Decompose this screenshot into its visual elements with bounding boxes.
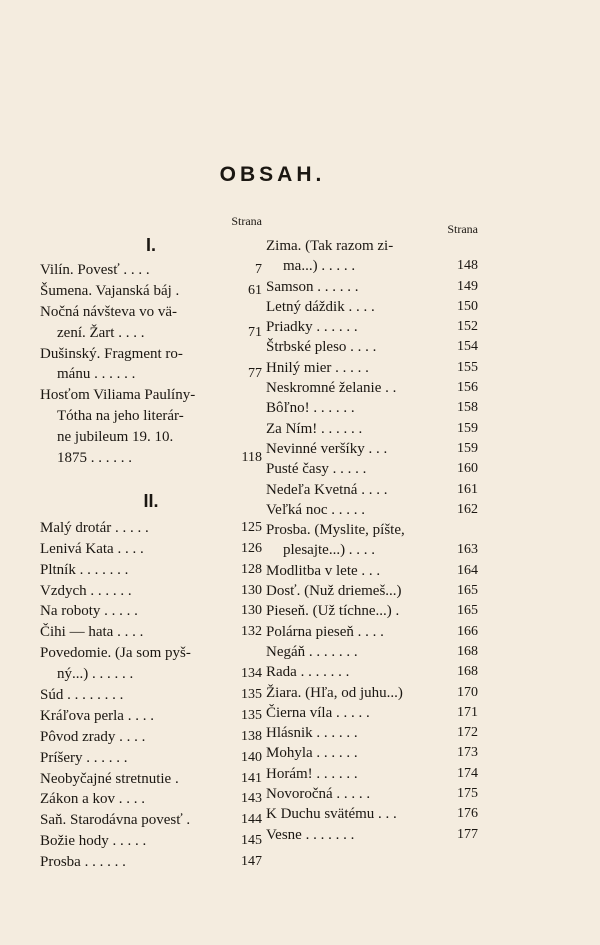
toc-entry-title: Hnilý mier . . . . . [266, 359, 369, 376]
toc-entry [40, 281, 262, 302]
toc-entry-page: 177 [457, 826, 478, 842]
toc-entry-title: Prosba . . . . . . [40, 854, 126, 871]
toc-entry-page: 175 [457, 786, 478, 802]
toc-entry [266, 337, 478, 357]
toc-entry-page: 168 [457, 664, 478, 680]
toc-entry-page: 152 [457, 319, 478, 335]
toc-entry [266, 317, 478, 337]
toc-entry [266, 703, 478, 723]
toc-entry-page: 130 [241, 582, 262, 598]
toc-entry-page: 128 [241, 561, 262, 577]
toc-entry [40, 789, 262, 810]
toc-entry-page: 130 [241, 603, 262, 619]
toc-entry [266, 784, 478, 804]
toc-entry [40, 727, 262, 748]
toc-entry-page: 140 [241, 749, 262, 765]
toc-entry-title: Pieseň. (Už tíchne...) . [266, 603, 400, 620]
toc-entry [40, 810, 262, 831]
toc-entry [266, 520, 478, 540]
toc-entry-title: Čihi — hata . . . . [40, 624, 144, 641]
toc-entry [266, 358, 478, 378]
toc-entry-title: Nevinné veršíky . . . [266, 440, 388, 457]
toc-entry [266, 398, 478, 418]
toc-entry-title: ne jubileum 19. 10. [57, 429, 174, 446]
toc-entry-page: 132 [241, 624, 262, 640]
toc-entry [40, 643, 262, 664]
toc-entry-page: 163 [457, 542, 478, 558]
toc-entry-page: 148 [457, 258, 478, 274]
toc-entry [40, 385, 262, 406]
toc-entry-title: Modlitba v lete . . . [266, 562, 381, 579]
toc-entry-title: Nedeľa Kvetná . . . . [266, 481, 388, 498]
toc-entry-title: Polárna pieseň . . . . [266, 623, 384, 640]
toc-entry [266, 601, 478, 621]
toc-entry [40, 831, 262, 852]
toc-entry-page: 171 [457, 704, 478, 720]
toc-entry-page: 165 [457, 603, 478, 619]
toc-entry-title: Rada . . . . . . . [266, 664, 350, 681]
toc-entry-title: ma...) . . . . . [283, 258, 356, 275]
toc-right-list [266, 236, 478, 845]
toc-entry-title: Bôľno! . . . . . . [266, 400, 355, 417]
toc-entry-page: 135 [241, 707, 262, 723]
toc-entry-page: 164 [457, 562, 478, 578]
toc-entry-page: 158 [457, 400, 478, 416]
toc-entry-title: Dušinský. Fragment ro- [40, 345, 183, 362]
toc-entry-title: mánu . . . . . . [57, 366, 136, 383]
toc-entry-page: 125 [241, 519, 262, 535]
toc-entry [40, 852, 262, 873]
toc-entry [266, 662, 478, 682]
toc-entry-title: Šumena. Vajanská báj . [40, 282, 180, 299]
toc-section-two-list [40, 518, 262, 873]
toc-entry [40, 323, 262, 344]
toc-entry [266, 439, 478, 459]
toc-entry-page: 172 [457, 725, 478, 741]
toc-entry-title: Neobyčajné stretnutie . [40, 770, 179, 787]
toc-entry [266, 459, 478, 479]
toc-entry-page: 159 [457, 420, 478, 436]
toc-entry-page: 118 [241, 450, 262, 466]
toc-entry [266, 277, 478, 297]
toc-entry-title: Mohyla . . . . . . [266, 745, 358, 762]
section-heading-two: II. [143, 490, 159, 511]
strana-label-right: Strana [447, 222, 478, 236]
toc-entry-title: Lenivá Kata . . . . [40, 540, 144, 557]
toc-entry-title: Dosť. (Nuž driemeš...) [266, 583, 402, 600]
toc-entry-page: 141 [241, 770, 262, 786]
toc-entry [266, 581, 478, 601]
toc-entry-title: Pôvod zrady . . . . [40, 728, 146, 745]
toc-entry-title: Veľká noc . . . . . [266, 501, 365, 518]
toc-entry-page: 61 [248, 282, 262, 298]
toc-entry-page: 168 [457, 643, 478, 659]
toc-entry-title: Žiara. (Hľa, od juhu...) [266, 684, 403, 701]
toc-entry-page: 170 [457, 684, 478, 700]
toc-entry-title: Samson . . . . . . [266, 278, 359, 295]
toc-entry [40, 622, 262, 643]
section-heading-one: I. [145, 235, 156, 255]
toc-entry-page: 135 [241, 687, 262, 703]
toc-entry [40, 664, 262, 685]
toc-entry-title: Súd . . . . . . . . [40, 687, 124, 704]
toc-entry-page: 161 [457, 481, 478, 497]
toc-entry-page: 176 [457, 806, 478, 822]
toc-entry [40, 260, 262, 281]
toc-entry-title: Horám! . . . . . . [266, 765, 358, 782]
toc-entry [266, 723, 478, 743]
strana-label-left: Strana [231, 214, 262, 228]
toc-entry-title: Pltník . . . . . . . [40, 561, 129, 578]
toc-entry [266, 804, 478, 824]
toc-entry [266, 236, 478, 256]
toc-entry-title: Nočná návšteva vo vä- [40, 303, 178, 320]
toc-entry [40, 344, 262, 365]
toc-entry [266, 480, 478, 500]
toc-right-column [266, 222, 478, 845]
toc-entry [40, 601, 262, 622]
toc-entry-title: Vilín. Povesť . . . . [40, 262, 150, 278]
toc-entry-page: 173 [457, 745, 478, 761]
toc-entry-title: Neskromné želanie . . [266, 380, 397, 397]
toc-entry [40, 427, 262, 448]
toc-entry-title: Priadky . . . . . . [266, 319, 358, 336]
toc-entry-page: 77 [248, 366, 262, 382]
toc-entry-title: Vesne . . . . . . . [266, 826, 355, 843]
toc-entry [266, 743, 478, 763]
toc-entry [40, 448, 262, 469]
toc-entry [266, 561, 478, 581]
toc-entry-title: Novoročná . . . . . [266, 786, 371, 803]
toc-entry-page: 134 [241, 666, 262, 682]
toc-entry-page: 138 [241, 728, 262, 744]
toc-entry-title: Prosba. (Myslite, píšte, [266, 522, 405, 539]
toc-entry-title: Povedomie. (Ja som pyš- [40, 645, 191, 662]
toc-entry-page: 144 [241, 812, 262, 828]
toc-entry [266, 540, 478, 560]
toc-entry [266, 825, 478, 845]
toc-entry-title: Saň. Starodávna povesť . [40, 812, 191, 829]
toc-entry-page: 149 [457, 278, 478, 294]
toc-entry-page: 166 [457, 623, 478, 639]
toc-entry [266, 683, 478, 703]
toc-entry [266, 642, 478, 662]
toc-entry-page: 162 [457, 501, 478, 517]
toc-entry [40, 302, 262, 323]
toc-entry [40, 539, 262, 560]
toc-entry [266, 764, 478, 784]
page-title: OBSAH. [219, 163, 326, 186]
toc-entry-title: Príšery . . . . . . [40, 749, 128, 766]
toc-entry-title: Vzdych . . . . . . [40, 582, 132, 599]
toc-entry-title: Kráľova perla . . . . [40, 707, 154, 724]
toc-entry [266, 500, 478, 520]
toc-entry-title: 1875 . . . . . . [57, 450, 132, 467]
toc-entry-title: Štrbské pleso . . . . [266, 339, 377, 356]
toc-entry [266, 256, 478, 276]
toc-entry-page: 154 [457, 339, 478, 355]
toc-entry-page: 143 [241, 791, 262, 807]
toc-entry [40, 685, 262, 706]
toc-entry-page: 71 [248, 324, 262, 340]
toc-entry [266, 419, 478, 439]
toc-entry-page: 7 [255, 262, 262, 277]
toc-entry [40, 706, 262, 727]
toc-entry-page: 165 [457, 583, 478, 599]
toc-entry-title: Zima. (Tak razom zi- [266, 238, 394, 254]
toc-entry-page: 145 [241, 833, 262, 849]
toc-entry-title: Tótha na jeho literár- [57, 408, 184, 425]
toc-entry-page: 155 [457, 359, 478, 375]
toc-entry [40, 748, 262, 769]
toc-entry-title: ný...) . . . . . . [57, 666, 134, 683]
toc-entry-page: 126 [241, 540, 262, 556]
toc-entry-title: Pusté časy . . . . . [266, 461, 367, 478]
toc-entry-page: 160 [457, 461, 478, 477]
toc-entry-title: Hlásnik . . . . . . [266, 725, 358, 742]
toc-section-one-list [40, 260, 262, 469]
toc-left-column [40, 214, 262, 873]
toc-entry-page: 156 [457, 380, 478, 396]
toc-entry-title: Negáň . . . . . . . [266, 643, 358, 660]
toc-entry-title: K Duchu svätému . . . [266, 806, 397, 823]
toc-entry-title: Zákon a kov . . . . [40, 791, 145, 808]
toc-entry [266, 297, 478, 317]
toc-entry-page: 147 [241, 854, 262, 870]
toc-entry [266, 622, 478, 642]
toc-entry-title: zení. Žart . . . . [57, 324, 145, 341]
toc-entry-title: plesajte...) . . . . [283, 542, 376, 559]
toc-entry-title: Čierna víla . . . . . [266, 704, 370, 721]
toc-entry-title: Letný dáždik . . . . [266, 298, 375, 315]
toc-entry [40, 364, 262, 385]
toc-entry [40, 560, 262, 581]
toc-entry-title: Malý drotár . . . . . [40, 519, 149, 536]
toc-entry [40, 769, 262, 790]
toc-entry-title: Hosťom Viliama Paulíny- [40, 387, 196, 404]
toc-entry [40, 581, 262, 602]
toc-entry [40, 406, 262, 427]
toc-entry-page: 150 [457, 298, 478, 314]
toc-entry-page: 159 [457, 440, 478, 456]
toc-entry-title: Na roboty . . . . . [40, 603, 138, 620]
toc-entry [266, 378, 478, 398]
toc-entry-title: Za Ním! . . . . . . [266, 420, 363, 437]
toc-entry [40, 518, 262, 539]
toc-entry-title: Božie hody . . . . . [40, 833, 147, 850]
toc-entry-page: 174 [457, 765, 478, 781]
